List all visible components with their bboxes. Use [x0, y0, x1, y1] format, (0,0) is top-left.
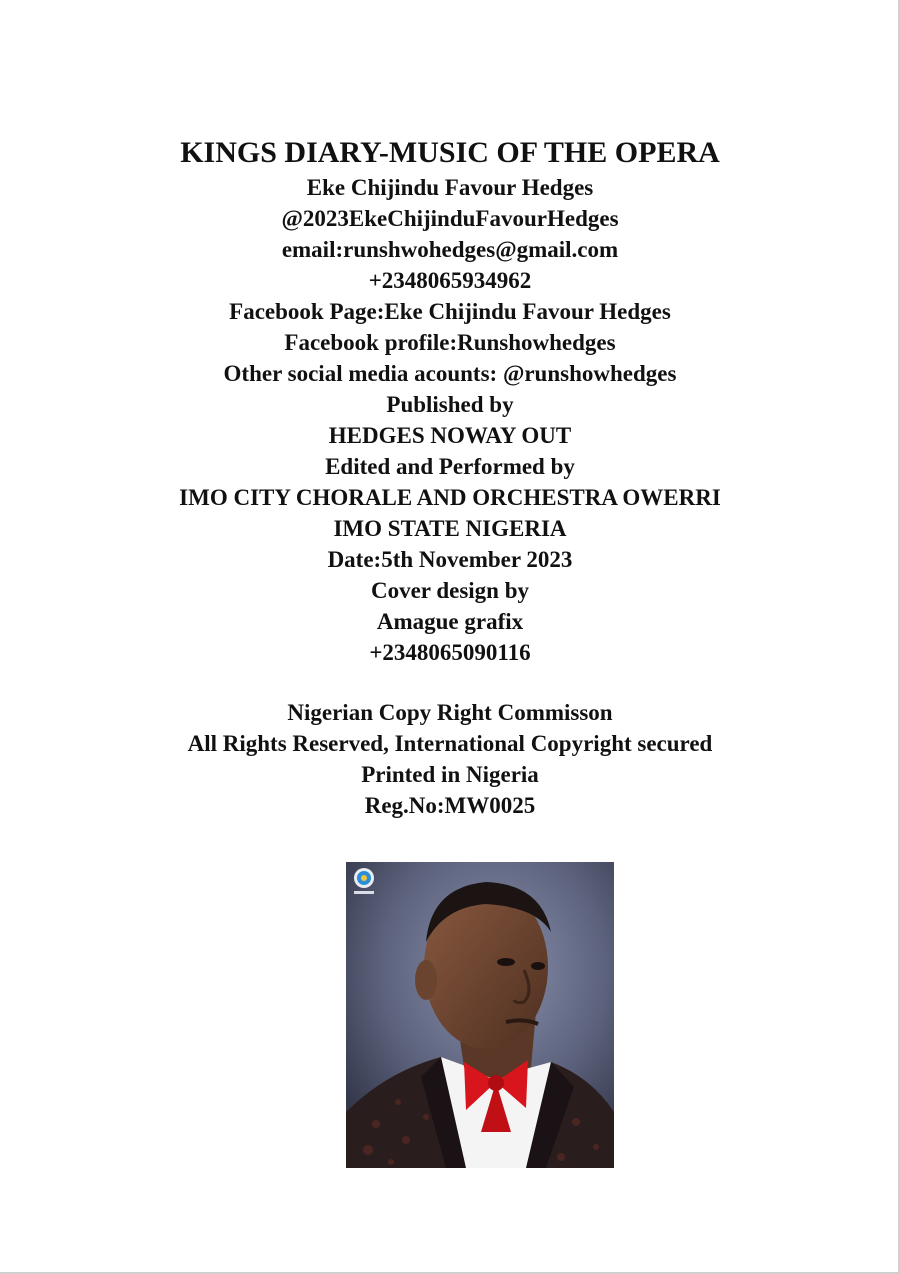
email-line: email:runshwohedges@gmail.com [281, 237, 619, 262]
registration-number: Reg.No:MW0025 [364, 793, 536, 818]
printed-in: Printed in Nigeria [361, 762, 539, 787]
credits-block [0, 134, 900, 821]
performer-name: IMO CITY CHORALE AND ORCHESTRA OWERRI [179, 485, 721, 510]
date-line: Date:5th November 2023 [327, 547, 573, 572]
designer-phone: +2348065090116 [369, 640, 531, 665]
cover-design-label: Cover design by [370, 578, 530, 603]
published-by-label: Published by [386, 392, 514, 417]
portrait-illustration [346, 862, 614, 1168]
phone-line: +2348065934962 [368, 268, 532, 293]
rights-reserved: All Rights Reserved, International Copyright secured [187, 731, 713, 756]
social-media-line: Other social media acounts: @runshowhedges [223, 361, 677, 386]
copyright-commission: Nigerian Copy Right Commisson [287, 700, 613, 725]
performed-by-label: Edited and Performed by [325, 454, 575, 479]
section-gap [0, 668, 900, 697]
performer-location: IMO STATE NIGERIA [333, 516, 567, 541]
portrait-photo [346, 862, 614, 1168]
facebook-page-line: Facebook Page:Eke Chijindu Favour Hedges [229, 299, 671, 324]
designer-name: Amague grafix [376, 609, 524, 634]
facebook-profile-line: Facebook profile:Runshowhedges [284, 330, 616, 355]
author-name: Eke Chijindu Favour Hedges [306, 175, 594, 200]
copyright-handle: @2023EkeChijinduFavourHedges [281, 206, 619, 231]
document-title: KINGS DIARY-MUSIC OF THE OPERA [180, 136, 720, 169]
publisher-name: HEDGES NOWAY OUT [328, 423, 572, 448]
